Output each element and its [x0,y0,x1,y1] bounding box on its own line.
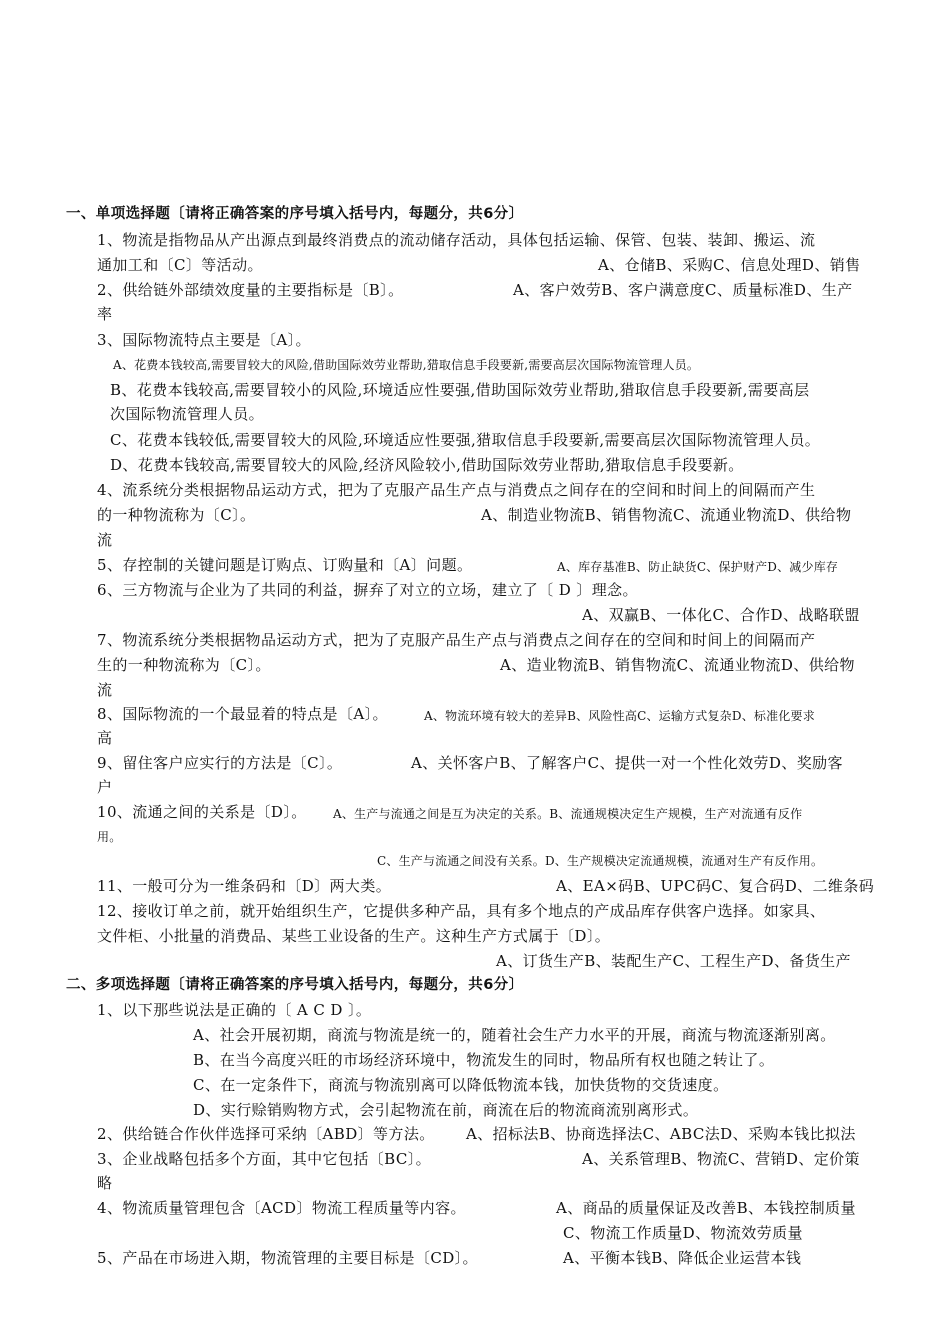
question-line: 9、留住客户应实行的方法是〔C〕。 [97,754,343,772]
answer-options: C、生产与流通之间没有关系。D、生产规模决定流通规模，流通对生产有反作用。 [377,854,824,868]
question-line: 10、流通之间的关系是〔D〕。 [97,803,307,821]
answer-option: D、实行赊销购物方式，会引起物流在前，商流在后的物流商流别离形式。 [193,1101,699,1119]
question-line: 12、接收订单之前，就开始组织生产，它提供多种产品，具有多个地点的产成品库存供客户选择。如家具、 [97,902,826,920]
answer-options: A、关系管理B、物流C、营销D、定价策 [582,1150,860,1168]
question-line: 2、供给链合作伙伴选择可采纳〔ABD〕等方法。 [97,1125,435,1143]
question-line: 文件柜、小批量的消费品、某些工业设备的生产。这种生产方式属于〔D〕。 [97,927,611,945]
answer-options: A、客户效劳B、客户满意度C、质量标准D、生产 [513,281,853,299]
answer-option: C、花费本钱较低,需要冒较大的风险,环境适应性要强,猎取信息手段要新,需要高层次国际物流管理人员。 [110,431,821,449]
question-line: 11、一般可分为一维条码和〔D〕两大类。 [97,877,392,895]
answer-options: 用。 [97,830,122,844]
answer-options: A、商品的质量保证及改善B、本钱控制质量 [556,1199,856,1217]
answer-options: A、生产与流通之间是互为决定的关系。B、流通规模决定生产规模，生产对流通有反作 [333,807,803,821]
question-line: 户 [97,778,113,796]
answer-options: A、招标法B、协商选择法C、ABC法D、采购本钱比拟法 [466,1125,856,1143]
question-line: 4、流系统分类根据物品运动方式，把为了克服产品生产点与消费点之间存在的空间和时间上的间隔而产生 [97,481,816,499]
answer-options: A、造业物流B、销售物流C、流通业物流D、供给物 [500,656,855,674]
question-line: 率 [97,305,113,323]
question-line: 流 [97,531,113,549]
answer-options: A、EA×码B、UPC码C、复合码D、二维条码 [556,877,875,895]
answer-option: A、社会开展初期，商流与物流是统一的，随着社会生产力水平的开展，商流与物流逐渐别离。 [193,1026,836,1044]
question-line: 5、存控制的关键问题是订购点、订购量和〔A〕问题。 [97,556,473,574]
question-line: 6、三方物流与企业为了共同的利益，摒弃了对立的立场，建立了〔 D 〕理念。 [97,581,638,599]
answer-options: A、仓储B、采购C、信息处理D、销售 [598,256,861,274]
question-line: 通加工和〔C〕等活动。 [97,256,263,274]
question-line: 略 [97,1174,113,1192]
answer-option: B、花费本钱较高,需要冒较小的风险,环境适应性要强,借助国际效劳业帮助,猎取信息手段要新,需要高层 [110,381,810,399]
question-line: 7、物流系统分类根据物品运动方式，把为了克服产品生产点与消费点之间存在的空间和时间上的间隔而产 [97,631,816,649]
question-line: 2、供给链外部绩效度量的主要指标是〔B〕。 [97,281,404,299]
answer-options: A、订货生产B、装配生产C、工程生产D、备货生产 [496,952,851,970]
question-line: 4、物流质量管理包含〔ACD〕物流工程质量等内容。 [97,1199,466,1217]
section-heading-single-choice: 一、单项选择题〔请将正确答案的序号填入括号内，每题分，共6分〕 [66,206,524,222]
section-heading-multiple-choice: 二、多项选择题〔请将正确答案的序号填入括号内，每题分，共6分〕 [66,977,524,993]
question-line: 5、产品在市场进入期，物流管理的主要目标是〔CD〕。 [97,1249,478,1267]
answer-option: 次国际物流管理人员。 [110,405,265,423]
question-line: 高 [97,729,113,747]
answer-options: A、平衡本钱B、降低企业运营本钱 [563,1249,802,1267]
answer-options: A、双赢B、一体化C、合作D、战略联盟 [582,606,860,624]
answer-option: B、在当今高度兴旺的市场经济环境中，物流发生的同时，物品所有权也随之转让了。 [193,1051,775,1069]
question-line: 的一种物流称为〔C〕。 [97,506,256,524]
answer-options: A、物流环境有较大的差异B、风险性高C、运输方式复杂D、标准化要求 [424,709,815,723]
answer-options: A、库存基准B、防止缺货C、保护财产D、减少库存 [557,560,839,574]
answer-options: A、制造业物流B、销售物流C、流通业物流D、供给物 [481,506,852,524]
question-line: 生的一种物流称为〔C〕。 [97,656,271,674]
question-line: 1、物流是指物品从产出源点到最终消费点的流动储存活动，具体包括运输、保管、包装、装卸、搬运、流 [97,231,816,249]
answer-option: A、花费本钱较高,需要冒较大的风险,借助国际效劳业帮助,猎取信息手段要新,需要高层次国际物流管理人员。 [113,358,700,372]
question-line: 3、企业战略包括多个方面，其中它包括〔BC〕。 [97,1150,432,1168]
question-line: 1、以下那些说法是正确的〔 A C D 〕。 [97,1001,372,1019]
question-line: 3、国际物流特点主要是〔A〕。 [97,331,311,349]
question-line: 流 [97,681,113,699]
answer-options: A、关怀客户B、了解客户C、提供一对一个性化效劳D、奖励客 [411,754,843,772]
answer-options: C、物流工作质量D、物流效劳质量 [563,1224,803,1242]
answer-option: D、花费本钱较高,需要冒较大的风险,经济风险较小,借助国际效劳业帮助,猎取信息手段要新。 [110,456,744,474]
answer-option: C、在一定条件下，商流与物流别离可以降低物流本钱，加快货物的交货速度。 [193,1076,729,1094]
question-line: 8、国际物流的一个最显着的特点是〔A〕。 [97,705,388,723]
